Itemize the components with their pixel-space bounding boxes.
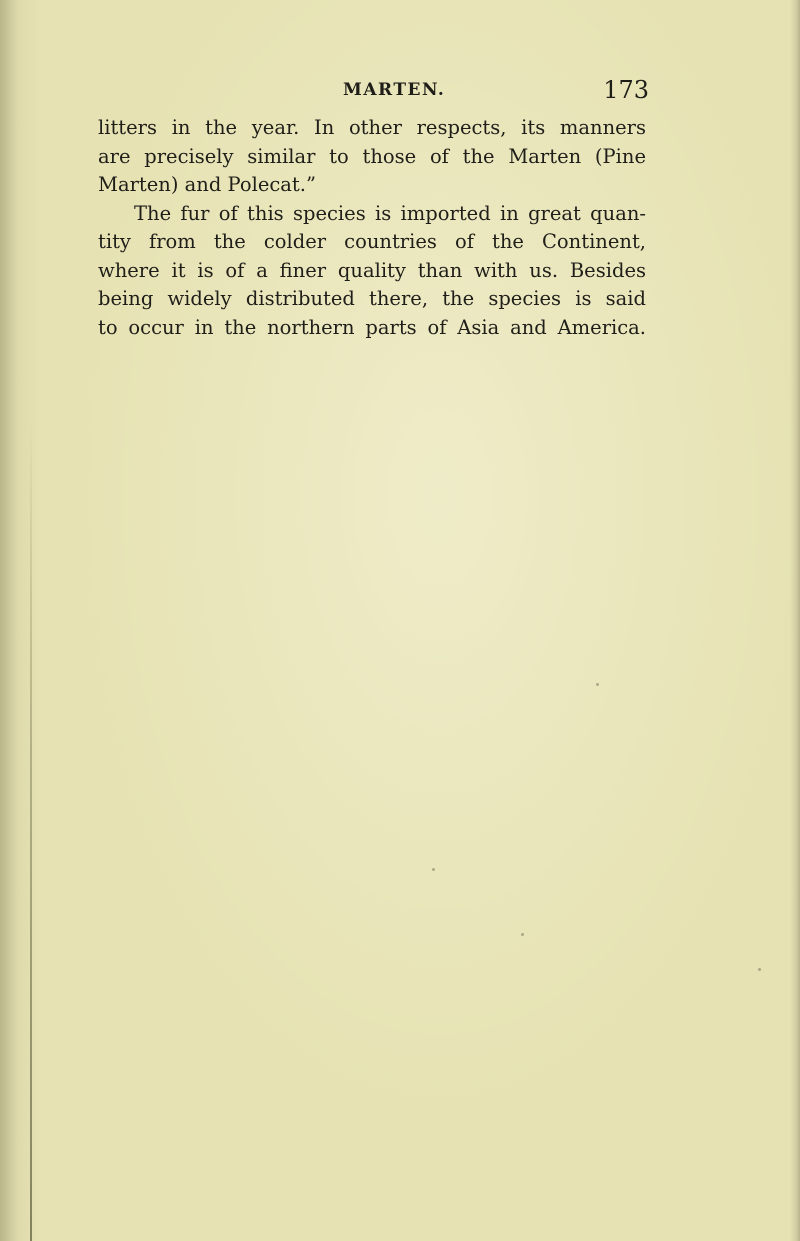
text-line: Marten) and Polecat.” [98, 173, 316, 196]
running-head [343, 76, 649, 106]
text-line: are precisely similar to those of the Marten (Pine [98, 144, 646, 168]
binding-shadow-line [30, 420, 32, 1241]
paper-speck [758, 968, 761, 971]
running-title: MARTEN. [343, 80, 446, 100]
text-line: tity from the colder countries of the Continent, [98, 230, 646, 253]
binding-gutter [0, 0, 18, 1241]
text-line: where it is of a finer quality than with us. Besides [98, 258, 646, 282]
text-line: litters in the year. In other respects, its manners [98, 116, 646, 139]
page-number: 173 [603, 76, 649, 104]
body-text [98, 114, 646, 342]
text-line: being widely distributed there, the species is said [98, 287, 646, 310]
text-line: to occur in the northern parts of Asia and America. [98, 315, 646, 339]
paper-speck [596, 683, 599, 686]
paper-speck [432, 868, 435, 871]
paper-speck [521, 933, 524, 936]
text-line: The fur of this species is imported in great quan- [134, 201, 646, 225]
page-edge [790, 0, 800, 1241]
